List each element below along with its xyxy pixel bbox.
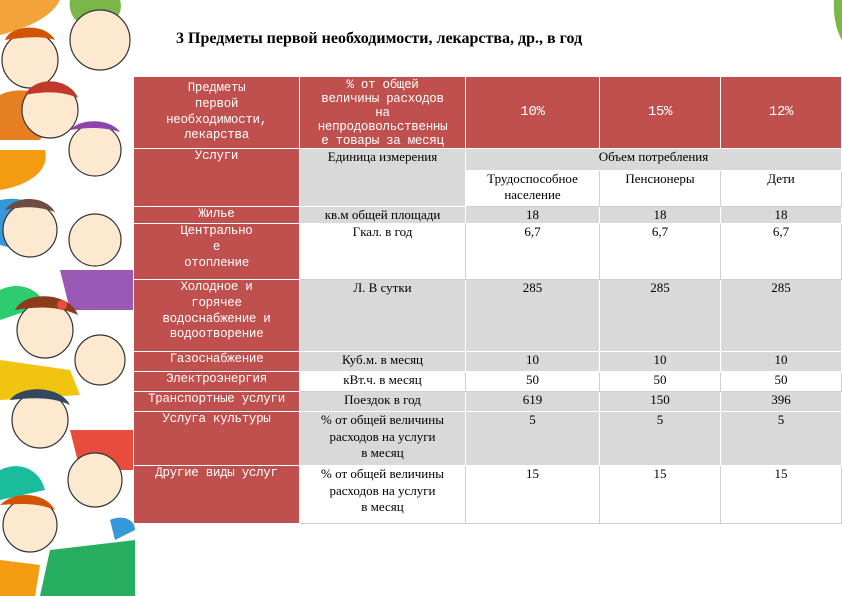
table-row <box>134 392 842 412</box>
decorative-children-illustration <box>0 0 135 596</box>
unit-line: Л. В сутки <box>353 280 412 296</box>
table-row <box>134 372 842 392</box>
services-label: Услуги <box>134 149 300 207</box>
header-items-line: лекарства <box>184 128 249 143</box>
table-row <box>134 466 842 524</box>
header-desc-line: % от общей <box>346 77 419 92</box>
value-working-population: 285 <box>466 280 600 352</box>
service-name-line: Холодное и <box>180 280 253 295</box>
unit-cell <box>300 372 466 392</box>
header-items-cell <box>134 77 300 149</box>
service-name-line: водоснабжение и <box>162 311 271 326</box>
header-percent-2: 15% <box>600 77 721 149</box>
header-row <box>134 77 842 149</box>
service-name-cell <box>134 412 300 466</box>
value-pensioners: 18 <box>600 207 721 224</box>
header-items-line: Предметы <box>187 81 246 96</box>
header-desc-line: непродовольственны <box>317 119 448 134</box>
unit-line: Гкал. в год <box>352 224 413 240</box>
group-children: Дети <box>721 171 842 207</box>
header-percent-desc-cell <box>300 77 466 149</box>
unit-line: кв.м общей площади <box>324 207 441 222</box>
header-items-line: первой <box>194 96 239 111</box>
value-pensioners: 6,7 <box>600 224 721 280</box>
service-name-cell <box>134 280 300 352</box>
group-pensioners: Пенсионеры <box>600 171 721 207</box>
value-children: 10 <box>721 352 842 372</box>
unit-cell <box>300 224 466 280</box>
unit-cell <box>300 352 466 372</box>
service-name-cell <box>134 207 300 224</box>
value-pensioners: 10 <box>600 352 721 372</box>
unit-line: % от общей величины <box>321 412 444 428</box>
volume-label: Объем потребления <box>466 149 842 171</box>
service-name-cell <box>134 224 300 280</box>
service-name-cell <box>134 372 300 392</box>
consumption-table <box>133 76 842 524</box>
service-name-line: Услуга культуры <box>162 412 271 427</box>
service-name-line: отопление <box>184 255 249 270</box>
value-children: 285 <box>721 280 842 352</box>
unit-line: в месяц <box>361 498 404 514</box>
table-row <box>134 207 842 224</box>
value-pensioners: 285 <box>600 280 721 352</box>
table-row <box>134 280 842 352</box>
table-row <box>134 412 842 466</box>
unit-cell <box>300 280 466 352</box>
value-working-population: 10 <box>466 352 600 372</box>
unit-cell <box>300 466 466 524</box>
group-label-line: население <box>504 187 561 203</box>
service-name-line: Газоснабжение <box>169 352 264 367</box>
value-pensioners: 150 <box>600 392 721 412</box>
unit-line: Куб.м. в месяц <box>341 352 424 368</box>
value-working-population: 619 <box>466 392 600 412</box>
group-working-population <box>466 171 600 207</box>
service-name-cell <box>134 392 300 412</box>
unit-cell <box>300 392 466 412</box>
page-title: 3 Предметы первой необходимости, лекарства, др., в год <box>176 30 583 47</box>
value-working-population: 5 <box>466 412 600 466</box>
unit-line: расходов на услуги <box>329 428 436 444</box>
value-pensioners: 50 <box>600 372 721 392</box>
unit-line: Поездок в год <box>344 392 421 408</box>
subheader-row <box>134 149 842 171</box>
unit-line: в месяц <box>361 444 404 460</box>
service-name-line: Электроэнергия <box>166 372 267 387</box>
table-row <box>134 352 842 372</box>
header-percent-3: 12% <box>721 77 842 149</box>
unit-cell <box>300 412 466 466</box>
service-name-line: горячее <box>191 295 242 310</box>
service-name-line: Транспортные услуги <box>148 392 285 407</box>
value-children: 50 <box>721 372 842 392</box>
header-items-line: необходимости, <box>166 112 267 127</box>
value-working-population: 50 <box>466 372 600 392</box>
value-children: 396 <box>721 392 842 412</box>
service-name-line: Жилье <box>198 207 235 221</box>
value-working-population: 18 <box>466 207 600 224</box>
header-desc-line: на <box>375 105 390 120</box>
value-working-population: 15 <box>466 466 600 524</box>
unit-line: % от общей величины <box>321 466 444 482</box>
value-working-population: 6,7 <box>466 224 600 280</box>
header-desc-line: е товары за месяц <box>321 133 444 148</box>
service-name-cell <box>134 466 300 524</box>
header-percent-1: 10% <box>466 77 600 149</box>
value-pensioners: 15 <box>600 466 721 524</box>
unit-label: Единица измерения <box>300 149 466 207</box>
service-name-line: Другие виды услуг <box>155 466 278 481</box>
unit-line: кВт.ч. в месяц <box>343 372 422 388</box>
value-children: 15 <box>721 466 842 524</box>
unit-cell <box>300 207 466 224</box>
value-children: 18 <box>721 207 842 224</box>
service-name-line: водоотворение <box>169 327 264 342</box>
value-children: 6,7 <box>721 224 842 280</box>
table-row <box>134 224 842 280</box>
service-name-line: е <box>212 239 221 254</box>
value-children: 5 <box>721 412 842 466</box>
group-label-line: Трудоспособное <box>487 171 578 186</box>
unit-line: расходов на услуги <box>329 482 436 498</box>
header-desc-line: величины расходов <box>321 91 444 106</box>
value-pensioners: 5 <box>600 412 721 466</box>
service-name-cell <box>134 352 300 372</box>
service-name-line: Центрально <box>180 224 253 239</box>
